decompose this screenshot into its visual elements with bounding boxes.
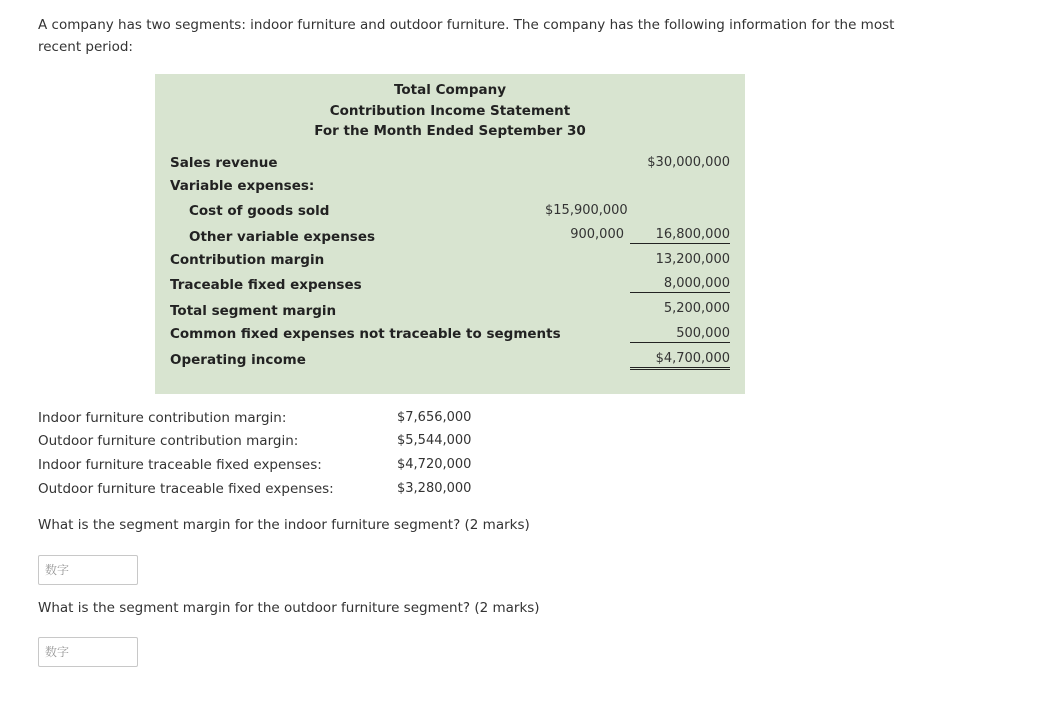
- value-cogs: $15,900,000: [545, 203, 628, 218]
- row-label-cogs: Cost of goods sold: [189, 203, 330, 219]
- value-contribution-margin: 13,200,000: [655, 252, 730, 267]
- segment-value-indoor-fixed: $4,720,000: [397, 457, 472, 472]
- question-outdoor-segment-margin: What is the segment margin for the outdoor furniture segment? (2 marks): [38, 600, 540, 616]
- statement-title-company: Total Company: [393, 82, 506, 98]
- row-label-variable-expenses: Variable expenses:: [170, 178, 315, 194]
- segment-label-outdoor-cm: Outdoor furniture contribution margin:: [38, 433, 299, 449]
- statement-title-type: Contribution Income Statement: [329, 103, 571, 119]
- answer-input-indoor[interactable]: [38, 555, 138, 585]
- segment-label-indoor-cm: Indoor furniture contribution margin:: [38, 410, 287, 426]
- question-indoor-segment-margin: What is the segment margin for the indoor furniture segment? (2 marks): [38, 517, 530, 533]
- row-label-contribution-margin: Contribution margin: [170, 252, 325, 268]
- segment-label-indoor-fixed: Indoor furniture traceable fixed expenses:: [38, 457, 322, 473]
- value-total-segment-margin: 5,200,000: [663, 301, 730, 316]
- intro-text: A company has two segments: indoor furniture and outdoor furniture. The company has the following information for the most recent period:: [38, 17, 895, 55]
- segment-value-outdoor-fixed: $3,280,000: [397, 481, 472, 496]
- value-other-variable: 900,000: [570, 227, 624, 242]
- row-label-total-segment-margin: Total segment margin: [170, 303, 337, 319]
- statement-title-period: For the Month Ended September 30: [314, 123, 586, 139]
- row-label-sales-revenue: Sales revenue: [170, 155, 278, 171]
- income-statement-table: [155, 74, 745, 394]
- value-traceable-fixed: 8,000,000: [630, 276, 730, 293]
- row-label-other-variable: Other variable expenses: [189, 229, 376, 245]
- segment-value-outdoor-cm: $5,544,000: [397, 433, 472, 448]
- row-label-common-fixed: Common fixed expenses not traceable to segments: [170, 326, 561, 342]
- value-sales-revenue: $30,000,000: [647, 155, 730, 170]
- value-total-variable: 16,800,000: [630, 227, 730, 244]
- segment-value-indoor-cm: $7,656,000: [397, 410, 472, 425]
- value-operating-income: $4,700,000: [630, 351, 730, 370]
- row-label-operating-income: Operating income: [170, 352, 306, 368]
- segment-label-outdoor-fixed: Outdoor furniture traceable fixed expenses:: [38, 481, 334, 497]
- value-common-fixed: 500,000: [630, 326, 730, 343]
- row-label-traceable-fixed: Traceable fixed expenses: [170, 277, 362, 293]
- answer-input-outdoor[interactable]: [38, 637, 138, 667]
